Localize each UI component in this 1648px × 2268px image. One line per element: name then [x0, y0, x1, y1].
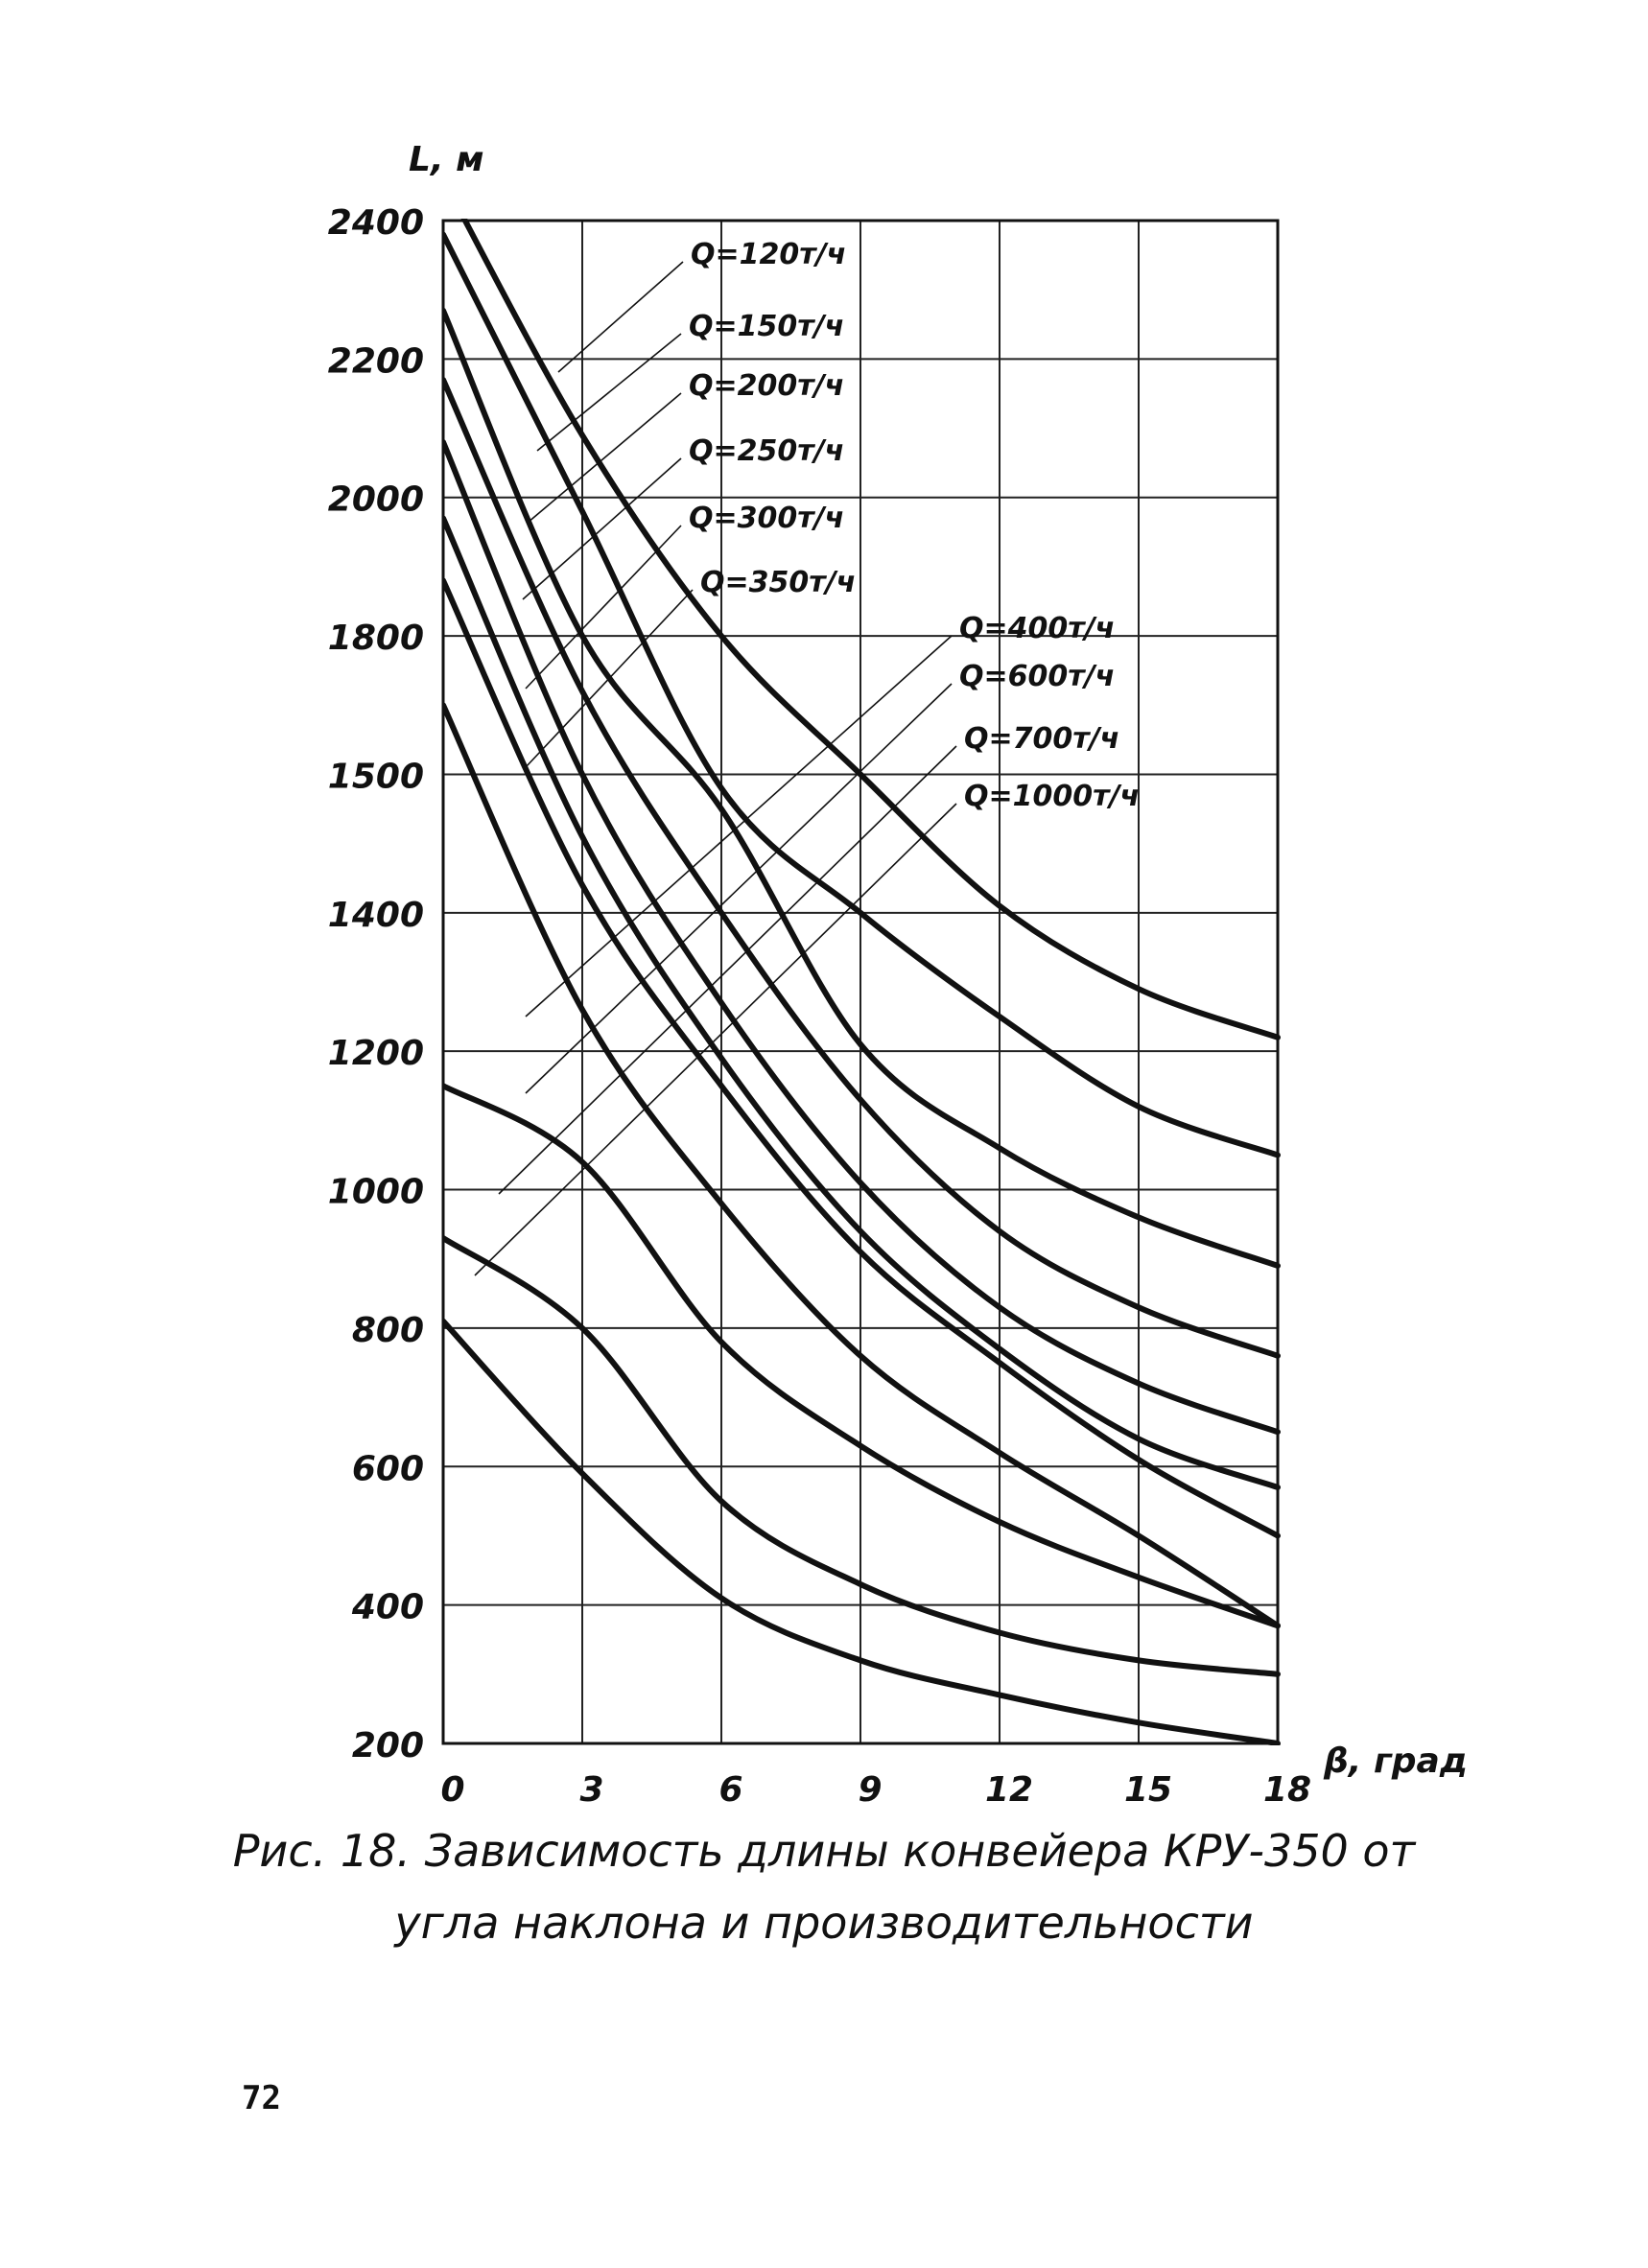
- y-axis-ticks: [328, 203, 424, 1765]
- x-tick-label: 9: [858, 1770, 883, 1810]
- x-tick-label: 18: [1262, 1770, 1312, 1810]
- series-labels: [689, 238, 1140, 813]
- series-label: Q=120т/ч: [691, 238, 847, 271]
- series-label: Q=1000т/ч: [964, 780, 1141, 813]
- series-leader-line: [558, 262, 683, 372]
- y-tick-label: 400: [351, 1587, 424, 1627]
- x-tick-label: 15: [1123, 1770, 1173, 1810]
- y-tick-label: 1400: [327, 895, 424, 935]
- y-tick-label: 600: [351, 1449, 424, 1489]
- series-leader-line: [523, 458, 681, 599]
- series-label: Q=200т/ч: [689, 369, 845, 403]
- x-axis-label: β, град: [1324, 1742, 1468, 1781]
- series-label: Q=150т/ч: [689, 310, 845, 343]
- figure-caption-line-2: угла наклона и производительности: [394, 1897, 1254, 1949]
- page-number: 72: [242, 2079, 281, 2117]
- y-tick-label: 1500: [327, 757, 424, 797]
- x-axis-ticks: [440, 1770, 1311, 1810]
- series-label: Q=600т/ч: [959, 660, 1116, 693]
- y-tick-label: 2000: [327, 479, 424, 520]
- y-tick-label: 1800: [327, 619, 424, 659]
- y-tick-label: 1000: [327, 1172, 424, 1212]
- y-axis-label: L, м: [409, 140, 484, 179]
- x-tick-label: 12: [984, 1770, 1034, 1810]
- series-label: Q=300т/ч: [689, 502, 845, 535]
- series-label: Q=350т/ч: [700, 566, 857, 599]
- x-tick-label: 0: [440, 1770, 465, 1810]
- y-tick-label: 200: [351, 1726, 424, 1765]
- y-tick-label: 800: [351, 1310, 424, 1350]
- figure-caption-line-1: Рис. 18. Зависимость длины конвейера КРУ-350 от: [232, 1825, 1416, 1877]
- x-tick-label: 3: [579, 1770, 604, 1810]
- series-leader-line: [528, 393, 681, 523]
- series-label: Q=700т/ч: [964, 722, 1120, 756]
- y-tick-label: 2400: [327, 203, 424, 243]
- series-label: Q=400т/ч: [959, 612, 1116, 645]
- x-tick-label: 6: [718, 1770, 743, 1810]
- series-label: Q=250т/ч: [689, 434, 845, 468]
- y-tick-label: 1200: [327, 1034, 424, 1074]
- y-tick-label: 2200: [327, 341, 424, 382]
